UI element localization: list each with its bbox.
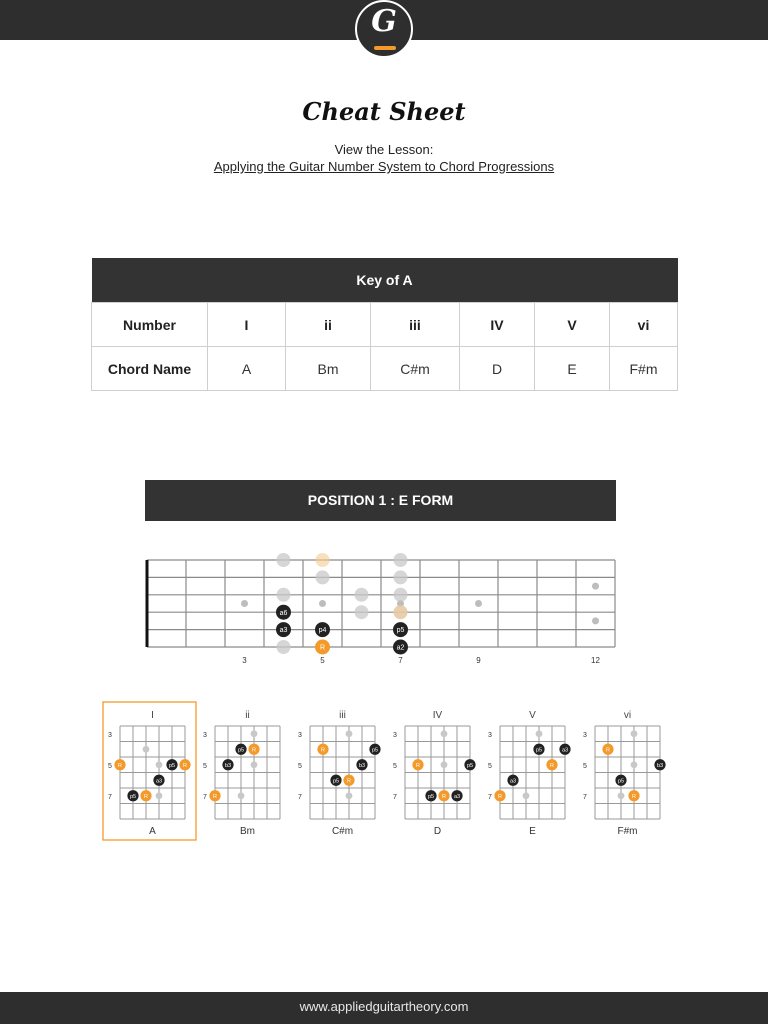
lesson-label: View the Lesson:: [334, 142, 434, 157]
chord-ghost-note: [238, 792, 245, 799]
ghost-note: [277, 640, 291, 654]
logo[interactable]: [355, 0, 413, 58]
chord-fret-number: 3: [583, 731, 587, 739]
chord-ghost-note: [631, 761, 638, 768]
number-cell: ii: [286, 303, 371, 347]
chord-row-label: Chord Name: [92, 347, 208, 391]
chord-name: A: [149, 826, 156, 837]
chord-note-label: b3: [224, 762, 232, 769]
fret-number: 3: [242, 656, 247, 665]
chord-diagram-3: [298, 710, 381, 837]
chord-note-label: R: [252, 747, 256, 754]
chord-name: E: [529, 826, 536, 837]
inlay-dot: [241, 600, 248, 607]
fret-number: 7: [398, 656, 403, 665]
chord-note-label: p5: [617, 778, 625, 785]
fret-number: 9: [476, 656, 481, 665]
chord-diagrams: [95, 698, 675, 848]
chord-fret-number: 5: [583, 762, 587, 770]
chord-diagram-1: [103, 702, 196, 840]
chord-numeral: ii: [245, 710, 250, 721]
chord-fret-number: 3: [393, 731, 397, 739]
inlay-dot: [319, 600, 326, 607]
scale-note-label: p5: [396, 627, 405, 635]
number-cell: iii: [371, 303, 460, 347]
ghost-note: [316, 570, 330, 584]
chord-note-label: p5: [332, 778, 340, 785]
number-cell: vi: [610, 303, 678, 347]
ghost-note: [394, 570, 408, 584]
fretboard-diagram: [95, 540, 675, 680]
ghost-root-note: [316, 553, 330, 567]
chord-name-row: [92, 347, 678, 391]
inlay-dot: [592, 583, 599, 590]
ghost-note: [394, 588, 408, 602]
chord-note-label: R: [442, 793, 446, 800]
chord-fret-number: 7: [583, 793, 587, 801]
ghost-note: [394, 553, 408, 567]
chord-note-label: R: [183, 762, 187, 769]
chord-ghost-note: [441, 730, 448, 737]
logo-swoosh: [374, 46, 396, 50]
chord-note-label: b3: [656, 762, 664, 769]
number-cell: IV: [460, 303, 535, 347]
chord-note-label: R: [144, 793, 148, 800]
number-row: [92, 303, 678, 347]
chord-numeral: I: [151, 710, 154, 721]
chord-fret-number: 7: [108, 793, 112, 801]
chord-ghost-note: [618, 792, 625, 799]
chord-note-label: p5: [168, 762, 176, 769]
scale-note-label: a2: [396, 644, 405, 652]
chord-fret-number: 5: [488, 762, 492, 770]
chord-fret-number: 5: [108, 762, 112, 770]
chord-numeral: vi: [623, 710, 632, 721]
number-cell: I: [208, 303, 286, 347]
chord-note-label: R: [321, 747, 325, 754]
chord-cell: E: [535, 347, 610, 391]
chord-ghost-note: [631, 730, 638, 737]
chord-ghost-note: [156, 792, 163, 799]
chord-note-label: p5: [237, 747, 245, 754]
chord-numeral: IV: [432, 710, 443, 721]
chord-note-label: R: [118, 762, 122, 769]
scale-note-label: p4: [318, 627, 327, 635]
fret-number: 12: [591, 656, 600, 665]
chord-note-label: p5: [129, 793, 137, 800]
chord-ghost-note: [251, 761, 258, 768]
chord-diagram-6: [583, 710, 666, 837]
chord-ghost-note: [156, 761, 163, 768]
ghost-note: [277, 588, 291, 602]
chord-ghost-note: [523, 792, 530, 799]
scale-note-label: a3: [279, 627, 288, 635]
chord-fret-number: 3: [203, 731, 207, 739]
chord-note-label: R: [416, 762, 420, 769]
key-table-title: Key of A: [92, 258, 678, 303]
chord-note-label: R: [213, 793, 217, 800]
scale-note-label: R: [319, 644, 326, 652]
number-row-label: Number: [92, 303, 208, 347]
chord-note-label: R: [347, 778, 351, 785]
chord-ghost-note: [536, 730, 543, 737]
scale-note-label: a6: [279, 609, 288, 617]
chord-diagram-2: [203, 710, 280, 837]
inlay-dot: [592, 617, 599, 624]
chord-note-label: a3: [155, 778, 163, 785]
chord-diagram-5: [488, 710, 571, 837]
chord-note-label: p5: [371, 747, 379, 754]
chord-numeral: iii: [339, 710, 346, 721]
chord-ghost-note: [441, 761, 448, 768]
lesson-link-wrap: [0, 159, 768, 174]
key-table-header-row: [92, 258, 678, 303]
chord-note-label: R: [550, 762, 554, 769]
chord-note-label: a3: [453, 793, 461, 800]
lesson-link[interactable]: Applying the Guitar Number System to Chord Progressions: [213, 159, 555, 174]
chord-note-label: R: [632, 793, 636, 800]
chord-name: C#m: [331, 826, 354, 837]
chord-numeral: V: [529, 710, 536, 721]
chord-cell: C#m: [371, 347, 460, 391]
position-banner: POSITION 1 : E FORM: [145, 480, 616, 521]
chord-ghost-note: [251, 730, 258, 737]
chord-diagram-4: [393, 710, 476, 837]
chord-fret-number: 7: [488, 793, 492, 801]
chord-cell: Bm: [286, 347, 371, 391]
inlay-dot: [475, 600, 482, 607]
number-cell: V: [535, 303, 610, 347]
page-title: Cheat Sheet: [302, 97, 466, 126]
chord-fret-number: 7: [393, 793, 397, 801]
footer: [0, 992, 768, 1024]
chord-fret-number: 7: [298, 793, 302, 801]
chord-fret-number: 3: [298, 731, 302, 739]
chord-fret-number: 7: [203, 793, 207, 801]
logo-letter: G: [371, 4, 397, 39]
key-table: [91, 258, 678, 391]
ghost-note: [277, 553, 291, 567]
ghost-note: [355, 588, 369, 602]
chord-name: D: [433, 826, 442, 837]
chord-note-label: R: [606, 747, 610, 754]
chord-ghost-note: [143, 746, 150, 753]
fret-number: 5: [320, 656, 325, 665]
footer-url[interactable]: www.appliedguitartheory.com: [299, 999, 469, 1014]
chord-note-label: a3: [509, 778, 517, 785]
chord-fret-number: 3: [108, 731, 112, 739]
chord-ghost-note: [346, 730, 353, 737]
chord-name: Bm: [240, 826, 255, 837]
chord-fret-number: 5: [393, 762, 397, 770]
chord-note-label: a3: [561, 747, 569, 754]
chord-cell: F#m: [610, 347, 678, 391]
chord-cell: A: [208, 347, 286, 391]
chord-name: F#m: [617, 826, 638, 837]
chord-note-label: p5: [466, 762, 474, 769]
chord-cell: D: [460, 347, 535, 391]
chord-note-label: p5: [427, 793, 435, 800]
chord-fret-number: 3: [488, 731, 492, 739]
chord-fret-number: 5: [298, 762, 302, 770]
ghost-root-note: [394, 605, 408, 619]
chord-fret-number: 5: [203, 762, 207, 770]
chord-note-label: p5: [535, 747, 543, 754]
ghost-note: [355, 605, 369, 619]
chord-note-label: b3: [358, 762, 366, 769]
chord-ghost-note: [346, 792, 353, 799]
chord-note-label: R: [498, 793, 502, 800]
